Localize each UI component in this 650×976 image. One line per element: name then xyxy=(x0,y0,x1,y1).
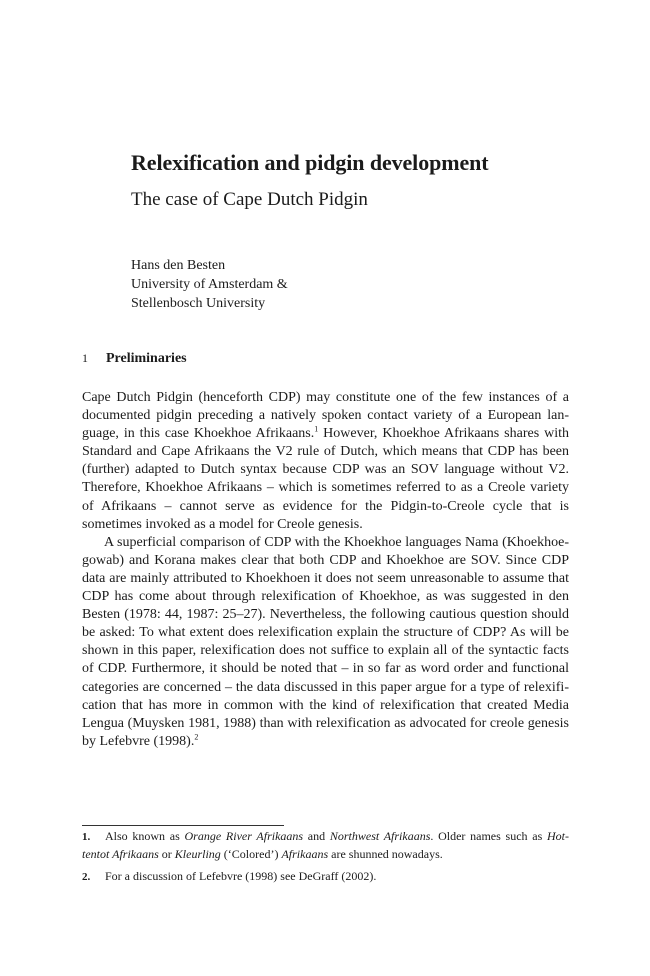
footnote-1-italic-term: Afrikaans xyxy=(281,846,329,861)
section-heading xyxy=(82,351,187,367)
paragraph-2-text: A superficial comparison of CDP with the Khoekhoe languages Nama (Khoekhoegowab) and Korana makes clear that both CDP and Khoekhoe are SOV. Since CDP data are mainly attributed to Khoekhoen it does not seem unreasonable to assume that CDP has come about through relexification of Khoekhoe, as was suggested in den Besten (1978: 44, 1987: 25–27). Nevertheless, the following cautious question should be asked: To what extent does relexification explain the structure of CDP? As will be shown in this paper, relexification does not suffice to explain all of the syntactic facts of CDP. Furthermore, it should be noted that – in so far as word order and functional categories are concerned – the data discussed in this paper argue for a type of relexification that has more in common with the kind of relexification that created Media Lengua (Muysken 1981, 1988) than with relexification as advocated for creole genesis by Lefebvre (1998). xyxy=(82,534,569,749)
footnote-1-text: are shunned nowadays. xyxy=(328,846,443,861)
footnote-2-text: For a discussion of Lefebvre (1998) see DeGraff (2002). xyxy=(105,869,377,883)
author-block xyxy=(131,256,288,313)
footnote-1-text: . Older names such as xyxy=(430,829,547,843)
section-number: 1 xyxy=(82,351,88,365)
author-affiliation-line-1: University of Amsterdam & xyxy=(131,277,288,292)
section-title: Preliminaries xyxy=(106,351,187,366)
paragraph-1 xyxy=(82,389,569,534)
author-affiliation-line-2: Stellenbosch University xyxy=(131,296,266,311)
footnote-ref-1[interactable]: 1 xyxy=(314,424,319,434)
paragraph-2 xyxy=(82,534,569,751)
paragraph-1-text-b: However, Khoekhoe Afrikaans shares with Standard and Cape Afrikaans the V2 rule of Dutch, which means that CDP has been (further) adapted to Dutch syntax because CDP was an SOV language without V2. Therefore, Khoekhoe Afrikaans – which is sometimes referred to as a Creole variety of Afrikaans – cannot serve as evidence for the Pidgin-to-Creole cycle that is sometimes invoked as a model for Creole genesis. xyxy=(82,426,569,532)
paragraph-1-text-a: Cape Dutch Pidgin (henceforth CDP) may constitute one of the few instances of a documented pidgin preceding a natively spoken contact variety of a European language, in this case Khoekhoe Afrikaans. xyxy=(82,390,569,442)
footnote-1-number: 1. xyxy=(82,831,91,843)
footnote-2 xyxy=(82,868,569,886)
footnote-ref-2[interactable]: 2 xyxy=(194,732,199,742)
footnote-divider xyxy=(82,825,284,826)
footnote-1-italic-term: Northwest Afrikaans xyxy=(329,829,431,843)
author-name: Hans den Besten xyxy=(131,258,226,273)
footnote-1 xyxy=(82,828,569,862)
footnotes xyxy=(82,828,569,892)
article-subtitle: The case of Cape Dutch Pidgin xyxy=(131,189,368,210)
footnote-1-text: and xyxy=(303,829,330,843)
footnote-1-text: Also known as xyxy=(105,829,185,843)
footnote-1-italic-term: Orange River Afrikaans xyxy=(184,829,304,843)
footnote-1-text: (‘Colored’) xyxy=(220,846,282,861)
footnote-1-text: or xyxy=(158,846,175,861)
article-title: Relexification and pidgin development xyxy=(131,150,489,175)
footnote-2-number: 2. xyxy=(82,871,91,883)
footnote-1-italic-term: Kleurling xyxy=(174,846,221,861)
footnote-1-italic-term: Hottentot Afrikaans xyxy=(82,829,569,861)
body-text xyxy=(82,389,569,751)
